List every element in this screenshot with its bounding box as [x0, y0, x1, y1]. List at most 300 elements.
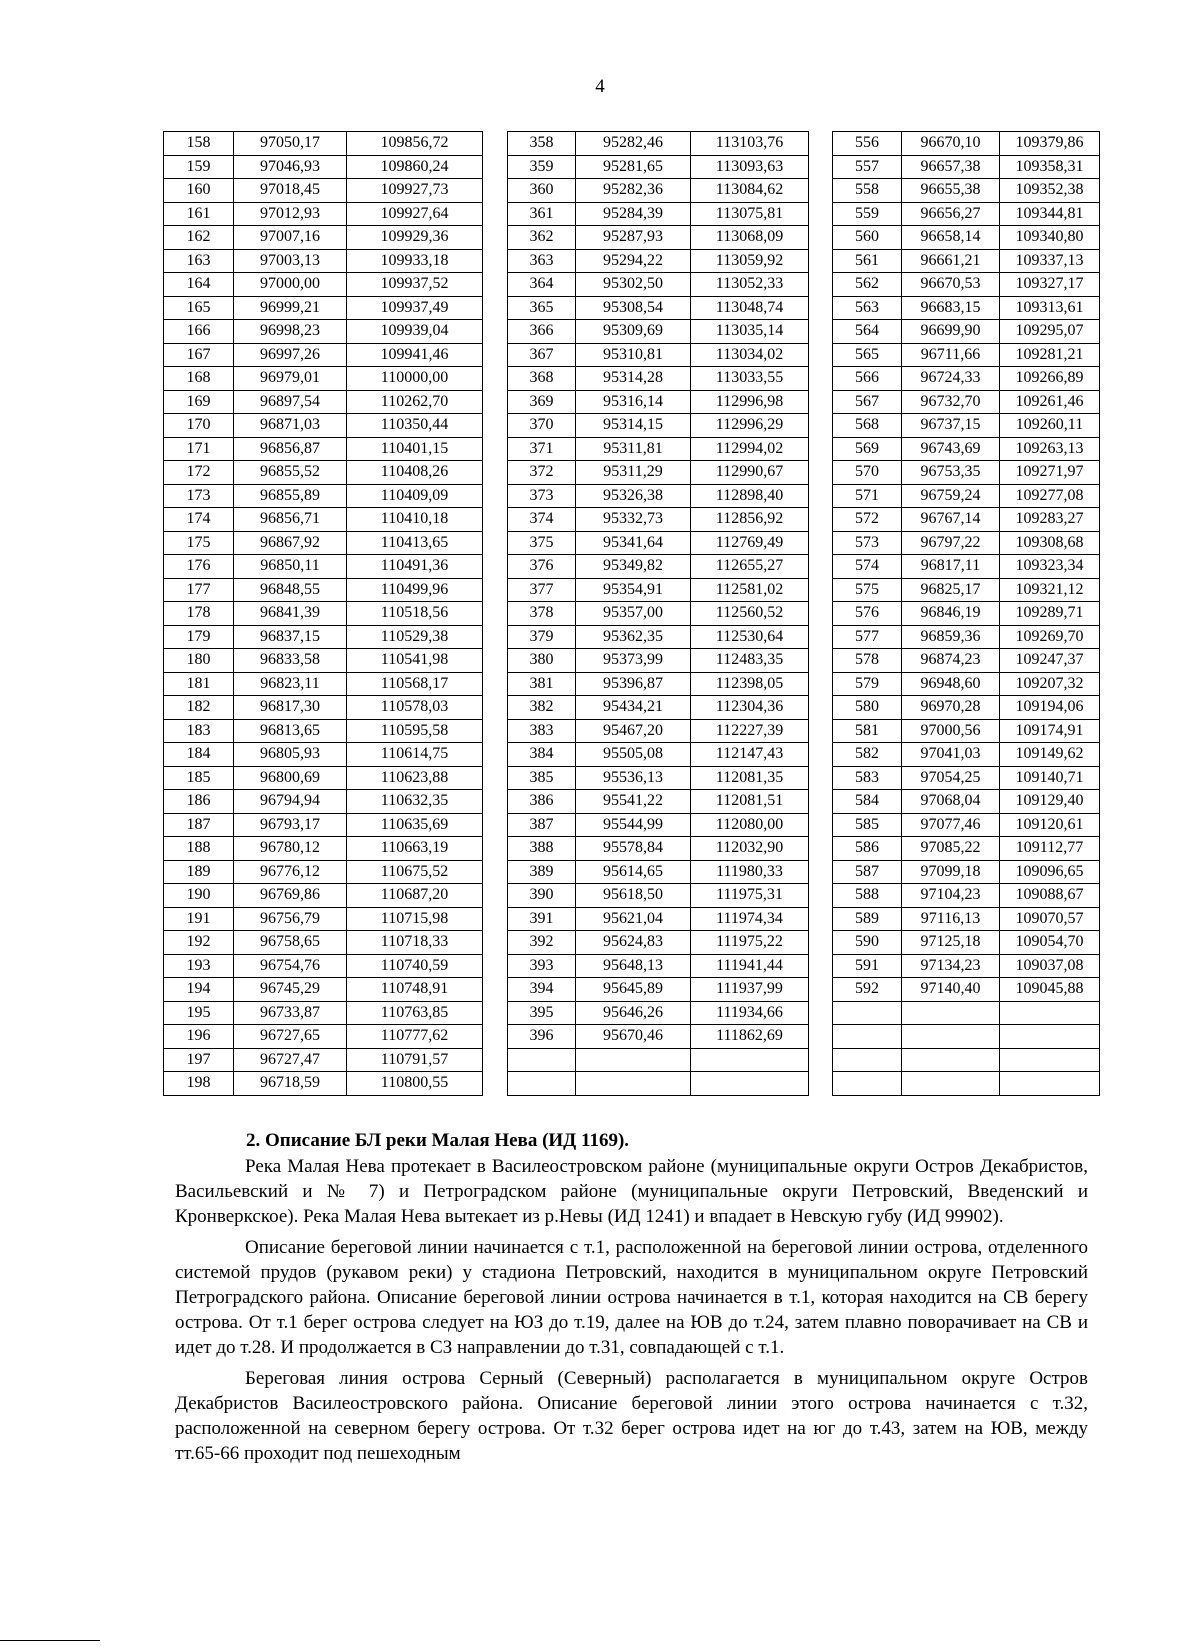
x-coordinate-cell: 96841,39 [234, 602, 347, 626]
y-coordinate-cell: 109045,88 [1000, 978, 1100, 1002]
x-coordinate-cell: 96670,53 [902, 273, 1000, 297]
y-coordinate-cell: 109096,65 [1000, 860, 1100, 884]
table-row [164, 1072, 1100, 1096]
point-number-cell: 393 [508, 954, 576, 978]
x-coordinate-cell: 95308,54 [576, 296, 691, 320]
x-coordinate-cell: 96999,21 [234, 296, 347, 320]
y-coordinate-cell: 110663,19 [347, 837, 483, 861]
column-gap-cell [809, 813, 833, 837]
x-coordinate-cell: 95294,22 [576, 249, 691, 273]
point-number-cell [833, 1072, 902, 1096]
x-coordinate-cell: 97000,00 [234, 273, 347, 297]
x-coordinate-cell: 97134,23 [902, 954, 1000, 978]
point-number-cell: 557 [833, 155, 902, 179]
y-coordinate-cell: 109308,68 [1000, 531, 1100, 555]
point-number-cell: 375 [508, 531, 576, 555]
x-coordinate-cell: 95354,91 [576, 578, 691, 602]
x-coordinate-cell: 96657,38 [902, 155, 1000, 179]
y-coordinate-cell: 109856,72 [347, 132, 483, 156]
point-number-cell: 573 [833, 531, 902, 555]
point-number-cell: 582 [833, 743, 902, 767]
point-number-cell: 592 [833, 978, 902, 1002]
y-coordinate-cell: 112304,36 [691, 696, 809, 720]
x-coordinate-cell: 96733,87 [234, 1001, 347, 1025]
y-coordinate-cell: 109860,24 [347, 155, 483, 179]
point-number-cell: 587 [833, 860, 902, 884]
x-coordinate-cell: 96856,87 [234, 437, 347, 461]
table-row [164, 696, 1100, 720]
x-coordinate-cell: 96780,12 [234, 837, 347, 861]
column-gap-cell [809, 978, 833, 1002]
point-number-cell: 586 [833, 837, 902, 861]
point-number-cell: 169 [164, 390, 234, 414]
y-coordinate-cell: 110687,20 [347, 884, 483, 908]
x-coordinate-cell: 96817,30 [234, 696, 347, 720]
x-coordinate-cell: 96655,38 [902, 179, 1000, 203]
y-coordinate-cell: 113034,02 [691, 343, 809, 367]
y-coordinate-cell: 110409,09 [347, 484, 483, 508]
point-number-cell: 367 [508, 343, 576, 367]
point-number-cell: 172 [164, 461, 234, 485]
y-coordinate-cell: 111941,44 [691, 954, 809, 978]
point-number-cell: 171 [164, 437, 234, 461]
y-coordinate-cell: 110408,26 [347, 461, 483, 485]
point-number-cell: 160 [164, 179, 234, 203]
point-number-cell: 561 [833, 249, 902, 273]
column-gap-cell [483, 1072, 508, 1096]
point-number-cell: 567 [833, 390, 902, 414]
point-number-cell [508, 1072, 576, 1096]
y-coordinate-cell: 113103,76 [691, 132, 809, 156]
x-coordinate-cell [576, 1048, 691, 1072]
column-gap-cell [809, 1025, 833, 1049]
column-gap-cell [483, 978, 508, 1002]
y-coordinate-cell: 109174,91 [1000, 719, 1100, 743]
table-row [164, 273, 1100, 297]
column-gap-cell [483, 743, 508, 767]
column-gap-cell [483, 696, 508, 720]
table-row [164, 884, 1100, 908]
x-coordinate-cell: 97000,56 [902, 719, 1000, 743]
y-coordinate-cell: 109120,61 [1000, 813, 1100, 837]
x-coordinate-cell: 97041,03 [902, 743, 1000, 767]
column-gap-cell [483, 860, 508, 884]
table-row [164, 649, 1100, 673]
table-row [164, 367, 1100, 391]
y-coordinate-cell: 112898,40 [691, 484, 809, 508]
point-number-cell: 166 [164, 320, 234, 344]
column-gap-cell [809, 320, 833, 344]
x-coordinate-cell: 96745,29 [234, 978, 347, 1002]
x-coordinate-cell: 95309,69 [576, 320, 691, 344]
column-gap-cell [483, 508, 508, 532]
y-coordinate-cell: 109933,18 [347, 249, 483, 273]
y-coordinate-cell: 110675,52 [347, 860, 483, 884]
x-coordinate-cell: 96661,21 [902, 249, 1000, 273]
column-gap-cell [483, 672, 508, 696]
y-coordinate-cell: 109260,11 [1000, 414, 1100, 438]
x-coordinate-cell: 96670,10 [902, 132, 1000, 156]
point-number-cell: 577 [833, 625, 902, 649]
column-gap-cell [809, 954, 833, 978]
column-gap-cell [483, 179, 508, 203]
x-coordinate-cell: 96754,76 [234, 954, 347, 978]
table-row [164, 249, 1100, 273]
point-number-cell: 194 [164, 978, 234, 1002]
x-coordinate-cell: 95578,84 [576, 837, 691, 861]
x-coordinate-cell: 95326,38 [576, 484, 691, 508]
x-coordinate-cell: 95357,00 [576, 602, 691, 626]
y-coordinate-cell: 110410,18 [347, 508, 483, 532]
column-gap-cell [483, 273, 508, 297]
coordinates-table-body [164, 132, 1100, 1096]
x-coordinate-cell: 96825,17 [902, 578, 1000, 602]
x-coordinate-cell: 96756,79 [234, 907, 347, 931]
column-gap-cell [483, 578, 508, 602]
x-coordinate-cell: 96897,54 [234, 390, 347, 414]
y-coordinate-cell: 112655,27 [691, 555, 809, 579]
y-coordinate-cell: 112227,39 [691, 719, 809, 743]
point-number-cell: 575 [833, 578, 902, 602]
y-coordinate-cell: 112996,29 [691, 414, 809, 438]
y-coordinate-cell: 110413,65 [347, 531, 483, 555]
point-number-cell: 372 [508, 461, 576, 485]
y-coordinate-cell [1000, 1001, 1100, 1025]
x-coordinate-cell: 97054,25 [902, 766, 1000, 790]
point-number-cell: 181 [164, 672, 234, 696]
y-coordinate-cell: 109289,71 [1000, 602, 1100, 626]
y-coordinate-cell: 110262,70 [347, 390, 483, 414]
y-coordinate-cell: 109207,32 [1000, 672, 1100, 696]
y-coordinate-cell: 112147,43 [691, 743, 809, 767]
y-coordinate-cell: 110350,44 [347, 414, 483, 438]
point-number-cell: 167 [164, 343, 234, 367]
column-gap-cell [483, 226, 508, 250]
column-gap-cell [809, 766, 833, 790]
column-gap-cell [809, 1072, 833, 1096]
y-coordinate-cell: 109295,07 [1000, 320, 1100, 344]
column-gap-cell [809, 296, 833, 320]
point-number-cell: 381 [508, 672, 576, 696]
y-coordinate-cell: 109247,37 [1000, 649, 1100, 673]
point-number-cell: 368 [508, 367, 576, 391]
x-coordinate-cell: 96797,22 [902, 531, 1000, 555]
y-coordinate-cell: 110541,98 [347, 649, 483, 673]
x-coordinate-cell: 96805,93 [234, 743, 347, 767]
table-row [164, 531, 1100, 555]
x-coordinate-cell: 96776,12 [234, 860, 347, 884]
point-number-cell [833, 1001, 902, 1025]
point-number-cell: 562 [833, 273, 902, 297]
column-gap-cell [809, 249, 833, 273]
y-coordinate-cell: 111974,34 [691, 907, 809, 931]
x-coordinate-cell: 96656,27 [902, 202, 1000, 226]
point-number-cell: 182 [164, 696, 234, 720]
x-coordinate-cell: 96998,23 [234, 320, 347, 344]
table-row [164, 978, 1100, 1002]
column-gap-cell [809, 132, 833, 156]
point-number-cell: 589 [833, 907, 902, 931]
x-coordinate-cell: 96724,33 [902, 367, 1000, 391]
column-gap-cell [809, 273, 833, 297]
column-gap-cell [483, 719, 508, 743]
x-coordinate-cell: 95434,21 [576, 696, 691, 720]
footer-rule [0, 1640, 100, 1641]
y-coordinate-cell: 111934,66 [691, 1001, 809, 1025]
y-coordinate-cell: 109939,04 [347, 320, 483, 344]
point-number-cell: 391 [508, 907, 576, 931]
point-number-cell: 177 [164, 578, 234, 602]
point-number-cell: 565 [833, 343, 902, 367]
point-number-cell: 380 [508, 649, 576, 673]
x-coordinate-cell: 95396,87 [576, 672, 691, 696]
column-gap-cell [809, 602, 833, 626]
point-number-cell: 558 [833, 179, 902, 203]
point-number-cell [508, 1048, 576, 1072]
x-coordinate-cell: 97012,93 [234, 202, 347, 226]
point-number-cell: 581 [833, 719, 902, 743]
page-number: 4 [595, 76, 605, 97]
section-description [175, 1128, 1088, 1472]
point-number-cell: 591 [833, 954, 902, 978]
x-coordinate-cell: 95311,29 [576, 461, 691, 485]
x-coordinate-cell: 96846,19 [902, 602, 1000, 626]
x-coordinate-cell [902, 1001, 1000, 1025]
y-coordinate-cell: 110777,62 [347, 1025, 483, 1049]
y-coordinate-cell: 110518,56 [347, 602, 483, 626]
y-coordinate-cell: 113084,62 [691, 179, 809, 203]
x-coordinate-cell: 95624,83 [576, 931, 691, 955]
column-gap-cell [809, 155, 833, 179]
point-number-cell: 363 [508, 249, 576, 273]
x-coordinate-cell: 96737,15 [902, 414, 1000, 438]
y-coordinate-cell: 110595,58 [347, 719, 483, 743]
column-gap-cell [809, 179, 833, 203]
x-coordinate-cell: 96997,26 [234, 343, 347, 367]
x-coordinate-cell: 96759,24 [902, 484, 1000, 508]
point-number-cell: 184 [164, 743, 234, 767]
column-gap-cell [809, 1048, 833, 1072]
point-number-cell: 382 [508, 696, 576, 720]
column-gap-cell [809, 719, 833, 743]
column-gap-cell [483, 813, 508, 837]
y-coordinate-cell: 110632,35 [347, 790, 483, 814]
y-coordinate-cell: 112081,51 [691, 790, 809, 814]
y-coordinate-cell: 109266,89 [1000, 367, 1100, 391]
table-row [164, 1001, 1100, 1025]
table-row [164, 484, 1100, 508]
x-coordinate-cell: 96823,11 [234, 672, 347, 696]
point-number-cell: 189 [164, 860, 234, 884]
point-number-cell: 370 [508, 414, 576, 438]
column-gap-cell [483, 602, 508, 626]
point-number-cell: 362 [508, 226, 576, 250]
x-coordinate-cell: 95373,99 [576, 649, 691, 673]
point-number-cell: 583 [833, 766, 902, 790]
point-number-cell: 159 [164, 155, 234, 179]
column-gap-cell [809, 837, 833, 861]
table-row [164, 226, 1100, 250]
column-gap-cell [483, 766, 508, 790]
table-row [164, 578, 1100, 602]
point-number-cell: 359 [508, 155, 576, 179]
x-coordinate-cell: 95536,13 [576, 766, 691, 790]
column-gap-cell [483, 202, 508, 226]
point-number-cell: 191 [164, 907, 234, 931]
x-coordinate-cell: 96855,89 [234, 484, 347, 508]
point-number-cell: 195 [164, 1001, 234, 1025]
x-coordinate-cell: 96743,69 [902, 437, 1000, 461]
table-row [164, 602, 1100, 626]
point-number-cell: 164 [164, 273, 234, 297]
point-number-cell: 190 [164, 884, 234, 908]
x-coordinate-cell: 96753,35 [902, 461, 1000, 485]
table-row [164, 837, 1100, 861]
y-coordinate-cell [691, 1048, 809, 1072]
x-coordinate-cell [902, 1025, 1000, 1049]
x-coordinate-cell: 96856,71 [234, 508, 347, 532]
point-number-cell: 163 [164, 249, 234, 273]
y-coordinate-cell: 112530,64 [691, 625, 809, 649]
y-coordinate-cell: 109337,13 [1000, 249, 1100, 273]
y-coordinate-cell: 109941,46 [347, 343, 483, 367]
y-coordinate-cell [1000, 1048, 1100, 1072]
point-number-cell: 165 [164, 296, 234, 320]
x-coordinate-cell: 95281,65 [576, 155, 691, 179]
point-number-cell: 360 [508, 179, 576, 203]
point-number-cell: 378 [508, 602, 576, 626]
column-gap-cell [809, 414, 833, 438]
y-coordinate-cell: 110763,85 [347, 1001, 483, 1025]
y-coordinate-cell: 109281,21 [1000, 343, 1100, 367]
y-coordinate-cell: 110000,00 [347, 367, 483, 391]
x-coordinate-cell: 95287,93 [576, 226, 691, 250]
column-gap-cell [483, 343, 508, 367]
column-gap-cell [483, 367, 508, 391]
y-coordinate-cell: 109327,17 [1000, 273, 1100, 297]
x-coordinate-cell: 96699,90 [902, 320, 1000, 344]
y-coordinate-cell: 109937,49 [347, 296, 483, 320]
point-number-cell: 196 [164, 1025, 234, 1049]
x-coordinate-cell: 95541,22 [576, 790, 691, 814]
x-coordinate-cell: 96874,23 [902, 649, 1000, 673]
x-coordinate-cell: 95646,26 [576, 1001, 691, 1025]
table-row [164, 155, 1100, 179]
table-row [164, 132, 1100, 156]
x-coordinate-cell: 97050,17 [234, 132, 347, 156]
table-row [164, 555, 1100, 579]
point-number-cell: 192 [164, 931, 234, 955]
x-coordinate-cell [576, 1072, 691, 1096]
y-coordinate-cell: 109929,36 [347, 226, 483, 250]
column-gap-cell [809, 202, 833, 226]
point-number-cell: 564 [833, 320, 902, 344]
x-coordinate-cell: 95284,39 [576, 202, 691, 226]
x-coordinate-cell: 96850,11 [234, 555, 347, 579]
section-paragraph: Береговая линия острова Серный (Северный) располагается в муниципальном округе Остров Декабристов Василеостровского района. Описание береговой линии этого острова начинается с т.32, расположенной на северном берегу острова. От т.32 берег острова идет на юг до т.43, затем на ЮВ, между тт.65-66 проходит под пешеходным [175, 1368, 1088, 1464]
x-coordinate-cell: 95282,36 [576, 179, 691, 203]
y-coordinate-cell: 110401,15 [347, 437, 483, 461]
point-number-cell: 173 [164, 484, 234, 508]
x-coordinate-cell: 95332,73 [576, 508, 691, 532]
y-coordinate-cell: 109269,70 [1000, 625, 1100, 649]
section-paragraph: Река Малая Нева протекает в Василеостровском районе (муниципальные округи Остров Декабристов, Васильевский и № 7) и Петроградском районе (муниципальные округи Петровский, Введенский и Кронверкское). Река Малая Нева вытекает из р.Невы (ИД 1241) и впадает в Невскую губу (ИД 99902). [175, 1156, 1088, 1227]
y-coordinate-cell: 110791,57 [347, 1048, 483, 1072]
x-coordinate-cell: 95648,13 [576, 954, 691, 978]
point-number-cell: 170 [164, 414, 234, 438]
point-number-cell: 571 [833, 484, 902, 508]
column-gap-cell [483, 1025, 508, 1049]
x-coordinate-cell: 97007,16 [234, 226, 347, 250]
point-number-cell: 358 [508, 132, 576, 156]
point-number-cell [833, 1048, 902, 1072]
point-number-cell: 198 [164, 1072, 234, 1096]
y-coordinate-cell: 112856,92 [691, 508, 809, 532]
point-number-cell: 574 [833, 555, 902, 579]
column-gap-cell [483, 390, 508, 414]
column-gap-cell [483, 461, 508, 485]
x-coordinate-cell: 97125,18 [902, 931, 1000, 955]
y-coordinate-cell: 110740,59 [347, 954, 483, 978]
x-coordinate-cell: 96848,55 [234, 578, 347, 602]
point-number-cell: 396 [508, 1025, 576, 1049]
y-coordinate-cell: 113075,81 [691, 202, 809, 226]
point-number-cell: 386 [508, 790, 576, 814]
x-coordinate-cell: 97116,13 [902, 907, 1000, 931]
y-coordinate-cell: 109927,64 [347, 202, 483, 226]
y-coordinate-cell: 110718,33 [347, 931, 483, 955]
y-coordinate-cell: 110614,75 [347, 743, 483, 767]
point-number-cell: 180 [164, 649, 234, 673]
x-coordinate-cell: 95645,89 [576, 978, 691, 1002]
column-gap-cell [809, 508, 833, 532]
point-number-cell: 371 [508, 437, 576, 461]
y-coordinate-cell: 113052,33 [691, 273, 809, 297]
point-number-cell: 197 [164, 1048, 234, 1072]
y-coordinate-cell: 109352,38 [1000, 179, 1100, 203]
y-coordinate-cell: 109344,81 [1000, 202, 1100, 226]
x-coordinate-cell: 96727,47 [234, 1048, 347, 1072]
column-gap-cell [483, 1001, 508, 1025]
x-coordinate-cell: 95314,15 [576, 414, 691, 438]
point-number-cell: 585 [833, 813, 902, 837]
table-row [164, 766, 1100, 790]
point-number-cell: 392 [508, 931, 576, 955]
table-row [164, 931, 1100, 955]
y-coordinate-cell: 110578,03 [347, 696, 483, 720]
x-coordinate-cell: 96793,17 [234, 813, 347, 837]
point-number-cell: 584 [833, 790, 902, 814]
column-gap-cell [809, 696, 833, 720]
point-number-cell: 569 [833, 437, 902, 461]
x-coordinate-cell: 96683,15 [902, 296, 1000, 320]
y-coordinate-cell: 112990,67 [691, 461, 809, 485]
point-number-cell: 390 [508, 884, 576, 908]
x-coordinate-cell: 96658,14 [902, 226, 1000, 250]
x-coordinate-cell: 97104,23 [902, 884, 1000, 908]
x-coordinate-cell: 96718,59 [234, 1072, 347, 1096]
y-coordinate-cell: 112560,52 [691, 602, 809, 626]
point-number-cell: 179 [164, 625, 234, 649]
column-gap-cell [809, 649, 833, 673]
y-coordinate-cell: 109313,61 [1000, 296, 1100, 320]
table-row [164, 1025, 1100, 1049]
table-row [164, 320, 1100, 344]
point-number-cell: 576 [833, 602, 902, 626]
point-number-cell [833, 1025, 902, 1049]
point-number-cell: 556 [833, 132, 902, 156]
column-gap-cell [483, 484, 508, 508]
